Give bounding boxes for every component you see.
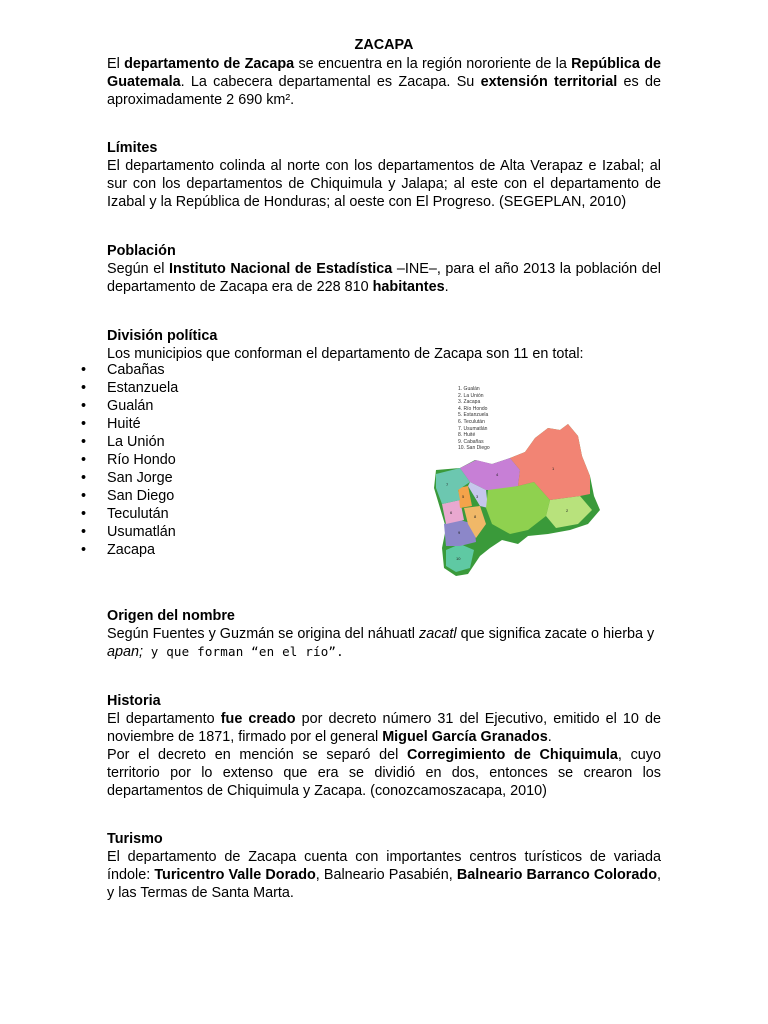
- origen-text-1: Según Fuentes y Guzmán se origina del náhuatl: [107, 626, 419, 642]
- historia-text-2: por decreto número 31 del Ejecutivo, emitido el 10 de noviembre de 1871, firmado por el general: [107, 711, 661, 745]
- map-label: 10: [456, 556, 461, 561]
- historia-text-3: .: [547, 729, 552, 745]
- origen-heading: Origen del nombre: [107, 608, 235, 624]
- list-item: • Teculután: [81, 505, 178, 523]
- municipios-list: [81, 361, 178, 559]
- historia-p2-bold-1: Corregimiento de Chiquimula: [407, 747, 618, 763]
- poblacion-text-2: –INE–, para el año 2013 la población del departamento de Zacapa era de 228 810: [107, 261, 661, 295]
- poblacion-bold-2: habitantes: [372, 279, 445, 295]
- origen-paragraph: [107, 625, 661, 661]
- turismo-text-3: , y las Termas de Santa Marta.: [107, 867, 661, 901]
- list-item: • Huité: [81, 415, 178, 433]
- turismo-bold-2: Balneario Barranco Colorado: [456, 867, 657, 883]
- map-legend-item: 6. Teculután: [458, 418, 485, 425]
- poblacion-text-3: .: [444, 279, 449, 295]
- poblacion-bold-1: Instituto Nacional de Estadística: [168, 261, 393, 277]
- list-item: • Usumatlán: [81, 523, 178, 541]
- intro-paragraph: [107, 55, 661, 109]
- poblacion-text-1: Según el: [107, 261, 169, 277]
- map-legend-item: 9. Cabañas: [458, 438, 484, 445]
- map-label: 6: [450, 510, 453, 515]
- origen-italic-1: zacatl: [419, 626, 457, 642]
- map-legend-item: 8. Huité: [458, 432, 476, 439]
- map-legend-item: 2. La Unión: [458, 392, 484, 399]
- turismo-section: [107, 830, 661, 902]
- map-label: 2: [566, 508, 569, 513]
- intro-text-4: es de aproximadamente 2 690 km².: [107, 74, 661, 108]
- map-legend-item: 5. Estanzuela: [458, 412, 489, 419]
- intro-text-1: El: [107, 56, 125, 72]
- list-item: • Cabañas: [81, 361, 178, 379]
- historia-section: [107, 692, 661, 800]
- turismo-paragraph: [107, 848, 661, 902]
- intro-text-2: se encuentra en la región nororiente de la: [294, 56, 572, 72]
- intro-text-3: . La cabecera departamental es Zacapa. Su: [180, 74, 481, 90]
- origen-text-2: que significa zacate o hierba y: [456, 626, 655, 642]
- poblacion-section: [107, 242, 661, 296]
- intro-bold-3: extensión territorial: [480, 74, 618, 90]
- map-legend-item: 7. Usumatlán: [458, 425, 488, 432]
- map-label: 1: [552, 466, 555, 471]
- limites-text: El departamento colinda al norte con los departamentos de Alta Verapaz e Izabal; al sur con los departamentos de Chiquimula y Jalapa; al este con el departamento de Izabal y la República de Honduras; al oeste con El Progreso. (SEGEPLAN, 2010): [107, 158, 661, 210]
- intro-bold-2: República de Guatemala: [107, 56, 662, 90]
- map-legend-item: 1. Gualán: [458, 386, 480, 392]
- poblacion-heading: Población: [107, 243, 176, 259]
- list-item: • La Unión: [81, 433, 178, 451]
- turismo-bold-1: Turicentro Valle Dorado: [154, 867, 316, 883]
- historia-bold-2: Miguel García Granados: [382, 729, 548, 745]
- origen-section: [107, 607, 661, 661]
- turismo-heading: Turismo: [107, 831, 163, 847]
- list-item: • San Diego: [81, 487, 178, 505]
- historia-p2-text-1: Por el decreto en mención se separó del: [107, 747, 407, 763]
- division-heading: División política: [107, 328, 218, 344]
- turismo-text-1: El departamento de Zacapa cuenta con importantes centros turísticos de variada índole:: [107, 849, 661, 883]
- list-item: • San Jorge: [81, 469, 178, 487]
- list-item: • Estanzuela: [81, 379, 178, 397]
- page-title: ZACAPA: [354, 37, 414, 53]
- map-label: 5: [462, 494, 465, 499]
- map-label: 3: [476, 494, 479, 499]
- historia-heading: Historia: [107, 693, 161, 709]
- map-label: 4: [496, 472, 499, 477]
- historia-paragraph-1: [107, 710, 661, 746]
- limites-heading: Límites: [107, 140, 158, 156]
- turismo-text-2: , Balneario Pasabién,: [315, 867, 457, 883]
- historia-p2-text-2: , cuyo territorio por lo extenso que era se dividió en dos, entonces se crearon los departamentos de Chiquimula y Zacapa. (conozcamoszacapa, 2010): [107, 747, 661, 799]
- map-label: 9: [458, 530, 461, 535]
- map-label: 7: [446, 482, 449, 487]
- intro-bold-1: departamento de Zacapa: [124, 56, 295, 72]
- map-legend-item: 3. Zacapa: [458, 399, 481, 406]
- map-legend-item: 10. San Diego: [458, 445, 490, 452]
- limites-section: [107, 139, 661, 211]
- map-legend-item: 4. Río Hondo: [458, 405, 488, 412]
- list-item: • Río Hondo: [81, 451, 178, 469]
- list-item: • Zacapa: [81, 541, 178, 559]
- division-section: [107, 327, 661, 363]
- zacapa-municipalities-map: [430, 378, 605, 578]
- division-intro: Los municipios que conforman el departamento de Zacapa son 11 en total:: [107, 346, 584, 362]
- origen-italic-2: apan;: [107, 644, 144, 660]
- list-item: • Gualán: [81, 397, 178, 415]
- origen-text-3: y que forman “en el río”.: [143, 644, 344, 659]
- historia-paragraph-2: [107, 746, 661, 800]
- poblacion-paragraph: [107, 260, 661, 296]
- historia-text-1: El departamento: [107, 711, 221, 727]
- map-label: 8: [474, 514, 477, 519]
- historia-bold-1: fue creado: [220, 711, 296, 727]
